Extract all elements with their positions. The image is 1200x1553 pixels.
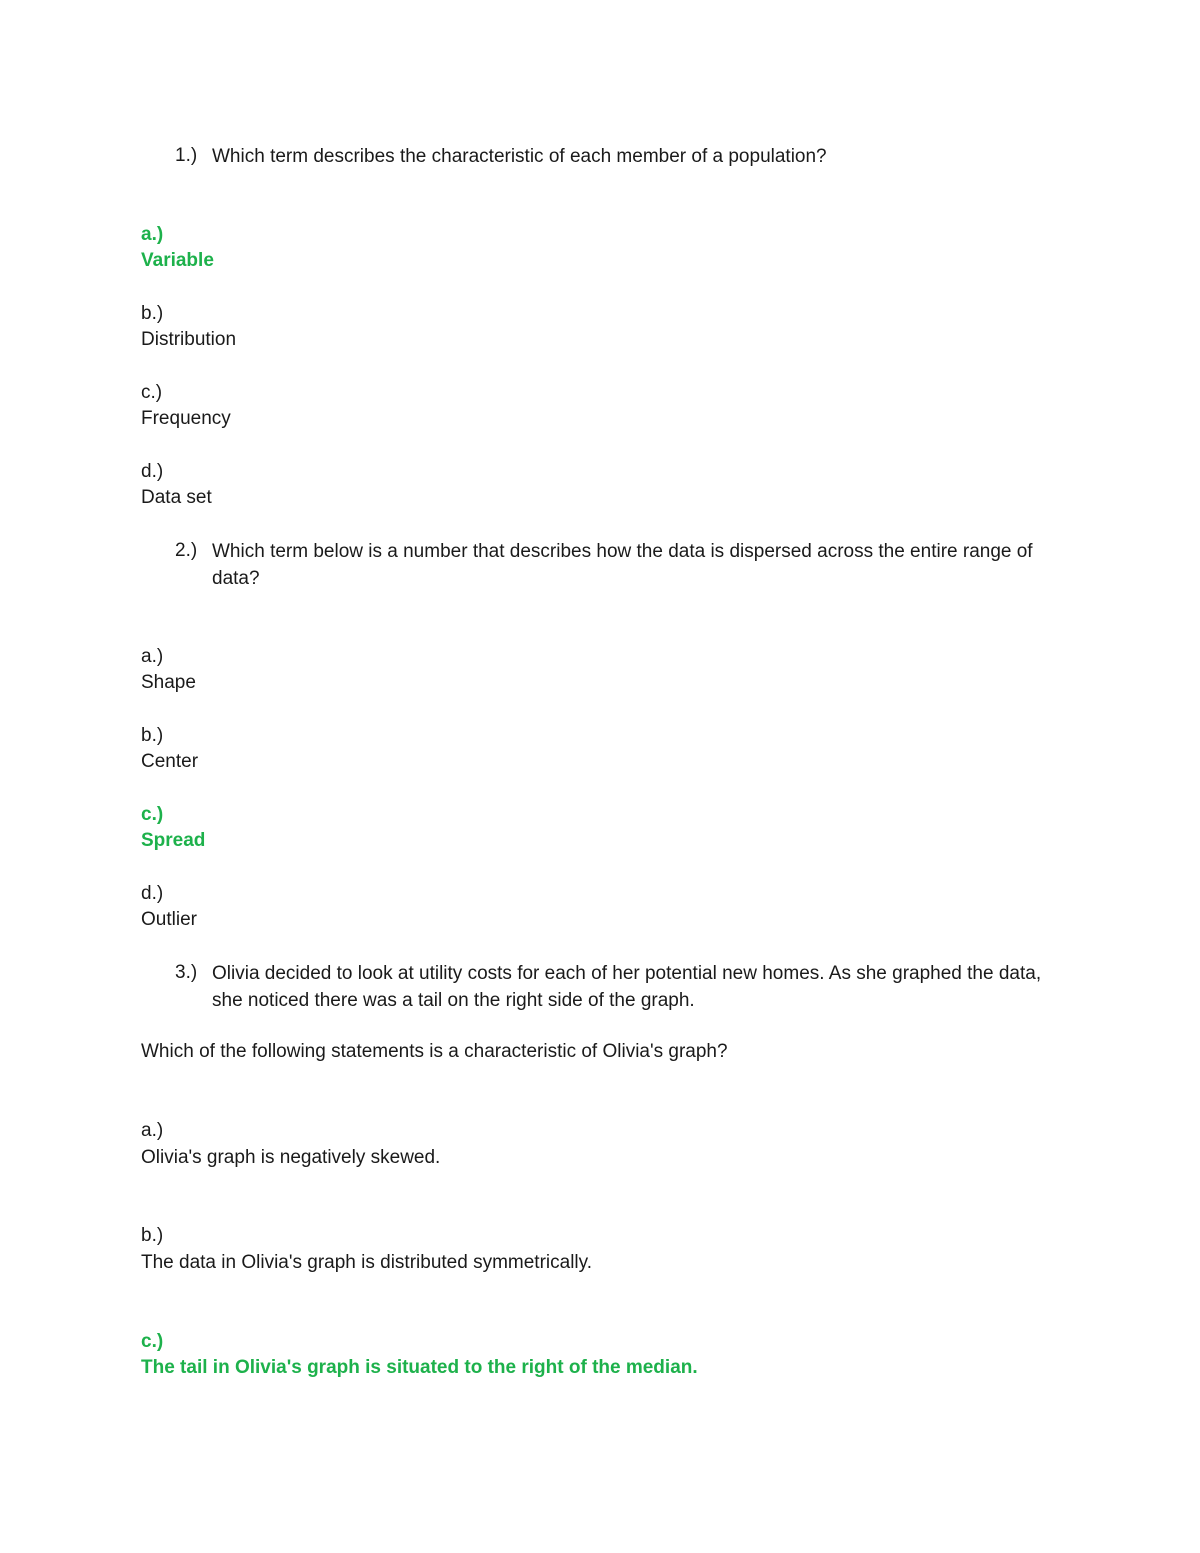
q1-option-a-letter: a.)	[141, 224, 164, 245]
question-1-text: Which term describes the characteristic of each member of a population?	[212, 146, 827, 167]
q2-option-b-text: Center	[141, 751, 199, 772]
q1-option-b-text: Distribution	[141, 329, 237, 350]
q1-option-b-letter: b.)	[141, 303, 164, 324]
question-3-prompt: Which of the following statements is a characteristic of Olivia's graph?	[141, 1041, 728, 1062]
q2-option-c-letter: c.)	[141, 804, 164, 825]
question-3-text: Olivia decided to look at utility costs for each of her potential new homes. As she graphed the data, she noticed there was a tail on the right side of the graph.	[212, 963, 1042, 1011]
q1-option-a-text: Variable	[141, 250, 214, 271]
question-3-number: 3.)	[175, 962, 198, 983]
question-2-text: Which term below is a number that describes how the data is dispersed across the entire range of data?	[212, 541, 1033, 589]
q3-option-c-letter: c.)	[141, 1331, 164, 1352]
q1-option-d-letter: d.)	[141, 461, 164, 482]
q2-option-d-text: Outlier	[141, 909, 197, 930]
q3-option-b-text: The data in Olivia's graph is distributed symmetrically.	[141, 1252, 592, 1273]
q2-option-a-letter: a.)	[141, 646, 164, 667]
q1-option-c-letter: c.)	[141, 382, 163, 403]
q3-option-c-text: The tail in Olivia's graph is situated to the right of the median.	[141, 1357, 698, 1378]
q1-option-c-text: Frequency	[141, 408, 231, 429]
q2-option-b-letter: b.)	[141, 725, 164, 746]
question-2-number: 2.)	[175, 540, 198, 561]
q1-option-d-text: Data set	[141, 487, 212, 508]
q2-option-d-letter: d.)	[141, 883, 164, 904]
question-1-number: 1.)	[175, 145, 198, 166]
q3-option-a-text: Olivia's graph is negatively skewed.	[141, 1147, 441, 1168]
q3-option-b-letter: b.)	[141, 1225, 164, 1246]
q2-option-c-text: Spread	[141, 830, 206, 851]
q3-option-a-letter: a.)	[141, 1120, 164, 1141]
q2-option-a-text: Shape	[141, 672, 196, 693]
